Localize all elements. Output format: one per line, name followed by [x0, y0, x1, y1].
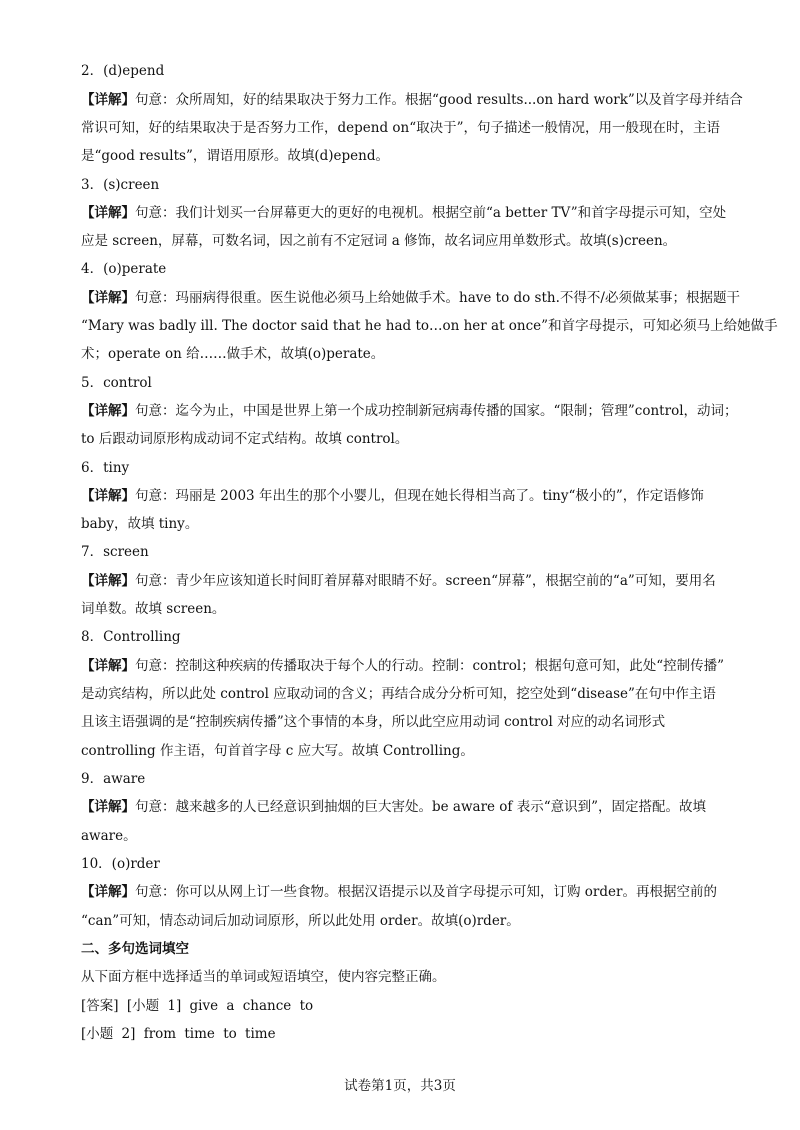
explanation-line: aware。: [81, 828, 137, 844]
item-number: 7．screen: [81, 544, 149, 560]
explanation-line: 常识可知，好的结果取决于是否努力工作，depend on“取决于”，句子描述一般情况，用一般现在时，主语: [81, 120, 721, 136]
explanation-line: [81, 486, 721, 506]
explanation-line: [81, 656, 725, 676]
item-number: 4．(o)perate: [81, 261, 167, 277]
explanation-line: “Mary was badly ill. The doctor said that he had to…on her at once”和首字母提示，可知必须马上给她做手: [81, 318, 778, 334]
explanation-line: [81, 203, 727, 223]
explanation-tag: 【详解】: [81, 658, 135, 674]
explanation-line: 是“good results”，谓语用原形。故填(d)epend。: [81, 148, 390, 164]
explanation-line: baby，故填 tiny。: [81, 516, 199, 532]
answer-line: [答案] [小题 1] give a chance to: [81, 998, 314, 1014]
explanation-text: 句意：玛丽是 2003 年出生的那个小婴儿，但现在她长得相当高了。tiny“极小的”，作定语修饰: [135, 488, 704, 504]
explanation-text: 句意：玛丽病得很重。医生说他必须马上给她做手术。have to do sth.不得不/必须做某事；根据题干: [135, 290, 740, 306]
section-heading: 二、多句选词填空: [81, 941, 189, 957]
explanation-text: 句意：你可以从网上订一些食物。根据汉语提示以及首字母提示可知，订购 order。再根据空前的: [135, 884, 717, 900]
explanation-tag: 【详解】: [81, 488, 135, 504]
explanation-line: 是动宾结构，所以此处 control 应取动词的含义；再结合成分分析可知，挖空处到“disease”在句中作主语: [81, 686, 716, 702]
explanation-tag: 【详解】: [81, 884, 135, 900]
explanation-line: to 后跟动词原形构成动词不定式结构。故填 control。: [81, 431, 409, 447]
item-number: 5．control: [81, 375, 152, 391]
page-footer: 试卷第1页，共3页: [344, 1078, 456, 1094]
explanation-tag: 【详解】: [81, 799, 135, 815]
explanation-line: controlling 作主语，句首首字母 c 应大写。故填 Controlling。: [81, 743, 474, 759]
answer-line: [小题 2] from time to time: [81, 1026, 276, 1042]
item-number: 9．aware: [81, 771, 146, 787]
explanation-line: [81, 882, 721, 902]
explanation-line: [81, 401, 738, 421]
explanation-line: [81, 90, 743, 110]
explanation-text: 句意：我们计划买一台屏幕更大的更好的电视机。根据空前“a better TV”和首字母提示可知，空处: [135, 205, 727, 221]
explanation-line: [81, 288, 740, 308]
explanation-tag: 【详解】: [81, 573, 135, 589]
item-number: 10．(o)rder: [81, 856, 160, 872]
item-number: 8．Controlling: [81, 629, 181, 645]
explanation-tag: 【详解】: [81, 403, 135, 419]
explanation-text: 句意：青少年应该知道长时间盯着屏幕对眼睛不好。screen“屏幕”，根据空前的“a”可知，要用名: [135, 573, 716, 589]
explanation-line: 词单数。故填 screen。: [81, 601, 226, 617]
explanation-text: 句意：迄今为止，中国是世界上第一个成功控制新冠病毒传播的国家。“限制；管理”control，动词；: [135, 403, 738, 419]
explanation-text: 句意：众所周知，好的结果取决于努力工作。根据“good results...on hard work”以及首字母并结合: [135, 92, 743, 108]
explanation-line: [81, 797, 721, 817]
item-number: 3．(s)creen: [81, 177, 160, 193]
explanation-text: 句意：越来越多的人已经意识到抽烟的巨大害处。be aware of 表示“意识到”，固定搭配。故填: [135, 799, 707, 815]
explanation-line: [81, 571, 721, 591]
section-instruction: 从下面方框中选择适当的单词或短语填空，使内容完整正确。: [81, 969, 446, 985]
explanation-tag: 【详解】: [81, 92, 135, 108]
explanation-line: 术；operate on 给……做手术，故填(o)perate。: [81, 346, 385, 362]
explanation-line: “can”可知，情态动词后加动词原形，所以此处用 order。故填(o)rder。: [81, 913, 520, 929]
explanation-line: 应是 screen，屏幕，可数名词，因之前有不定冠词 a 修饰，故名词应用单数形式。故填(s)creen。: [81, 233, 677, 249]
item-number: 6．tiny: [81, 460, 130, 476]
explanation-tag: 【详解】: [81, 290, 135, 306]
item-number: 2．(d)epend: [81, 63, 165, 79]
explanation-line: 且该主语强调的是“控制疾病传播”这个事情的本身，所以此空应用动词 control 对应的动名词形式: [81, 714, 666, 730]
explanation-tag: 【详解】: [81, 205, 135, 221]
explanation-text: 句意：控制这种疾病的传播取决于每个人的行动。控制：control；根据句意可知，此处“控制传播”: [135, 658, 725, 674]
